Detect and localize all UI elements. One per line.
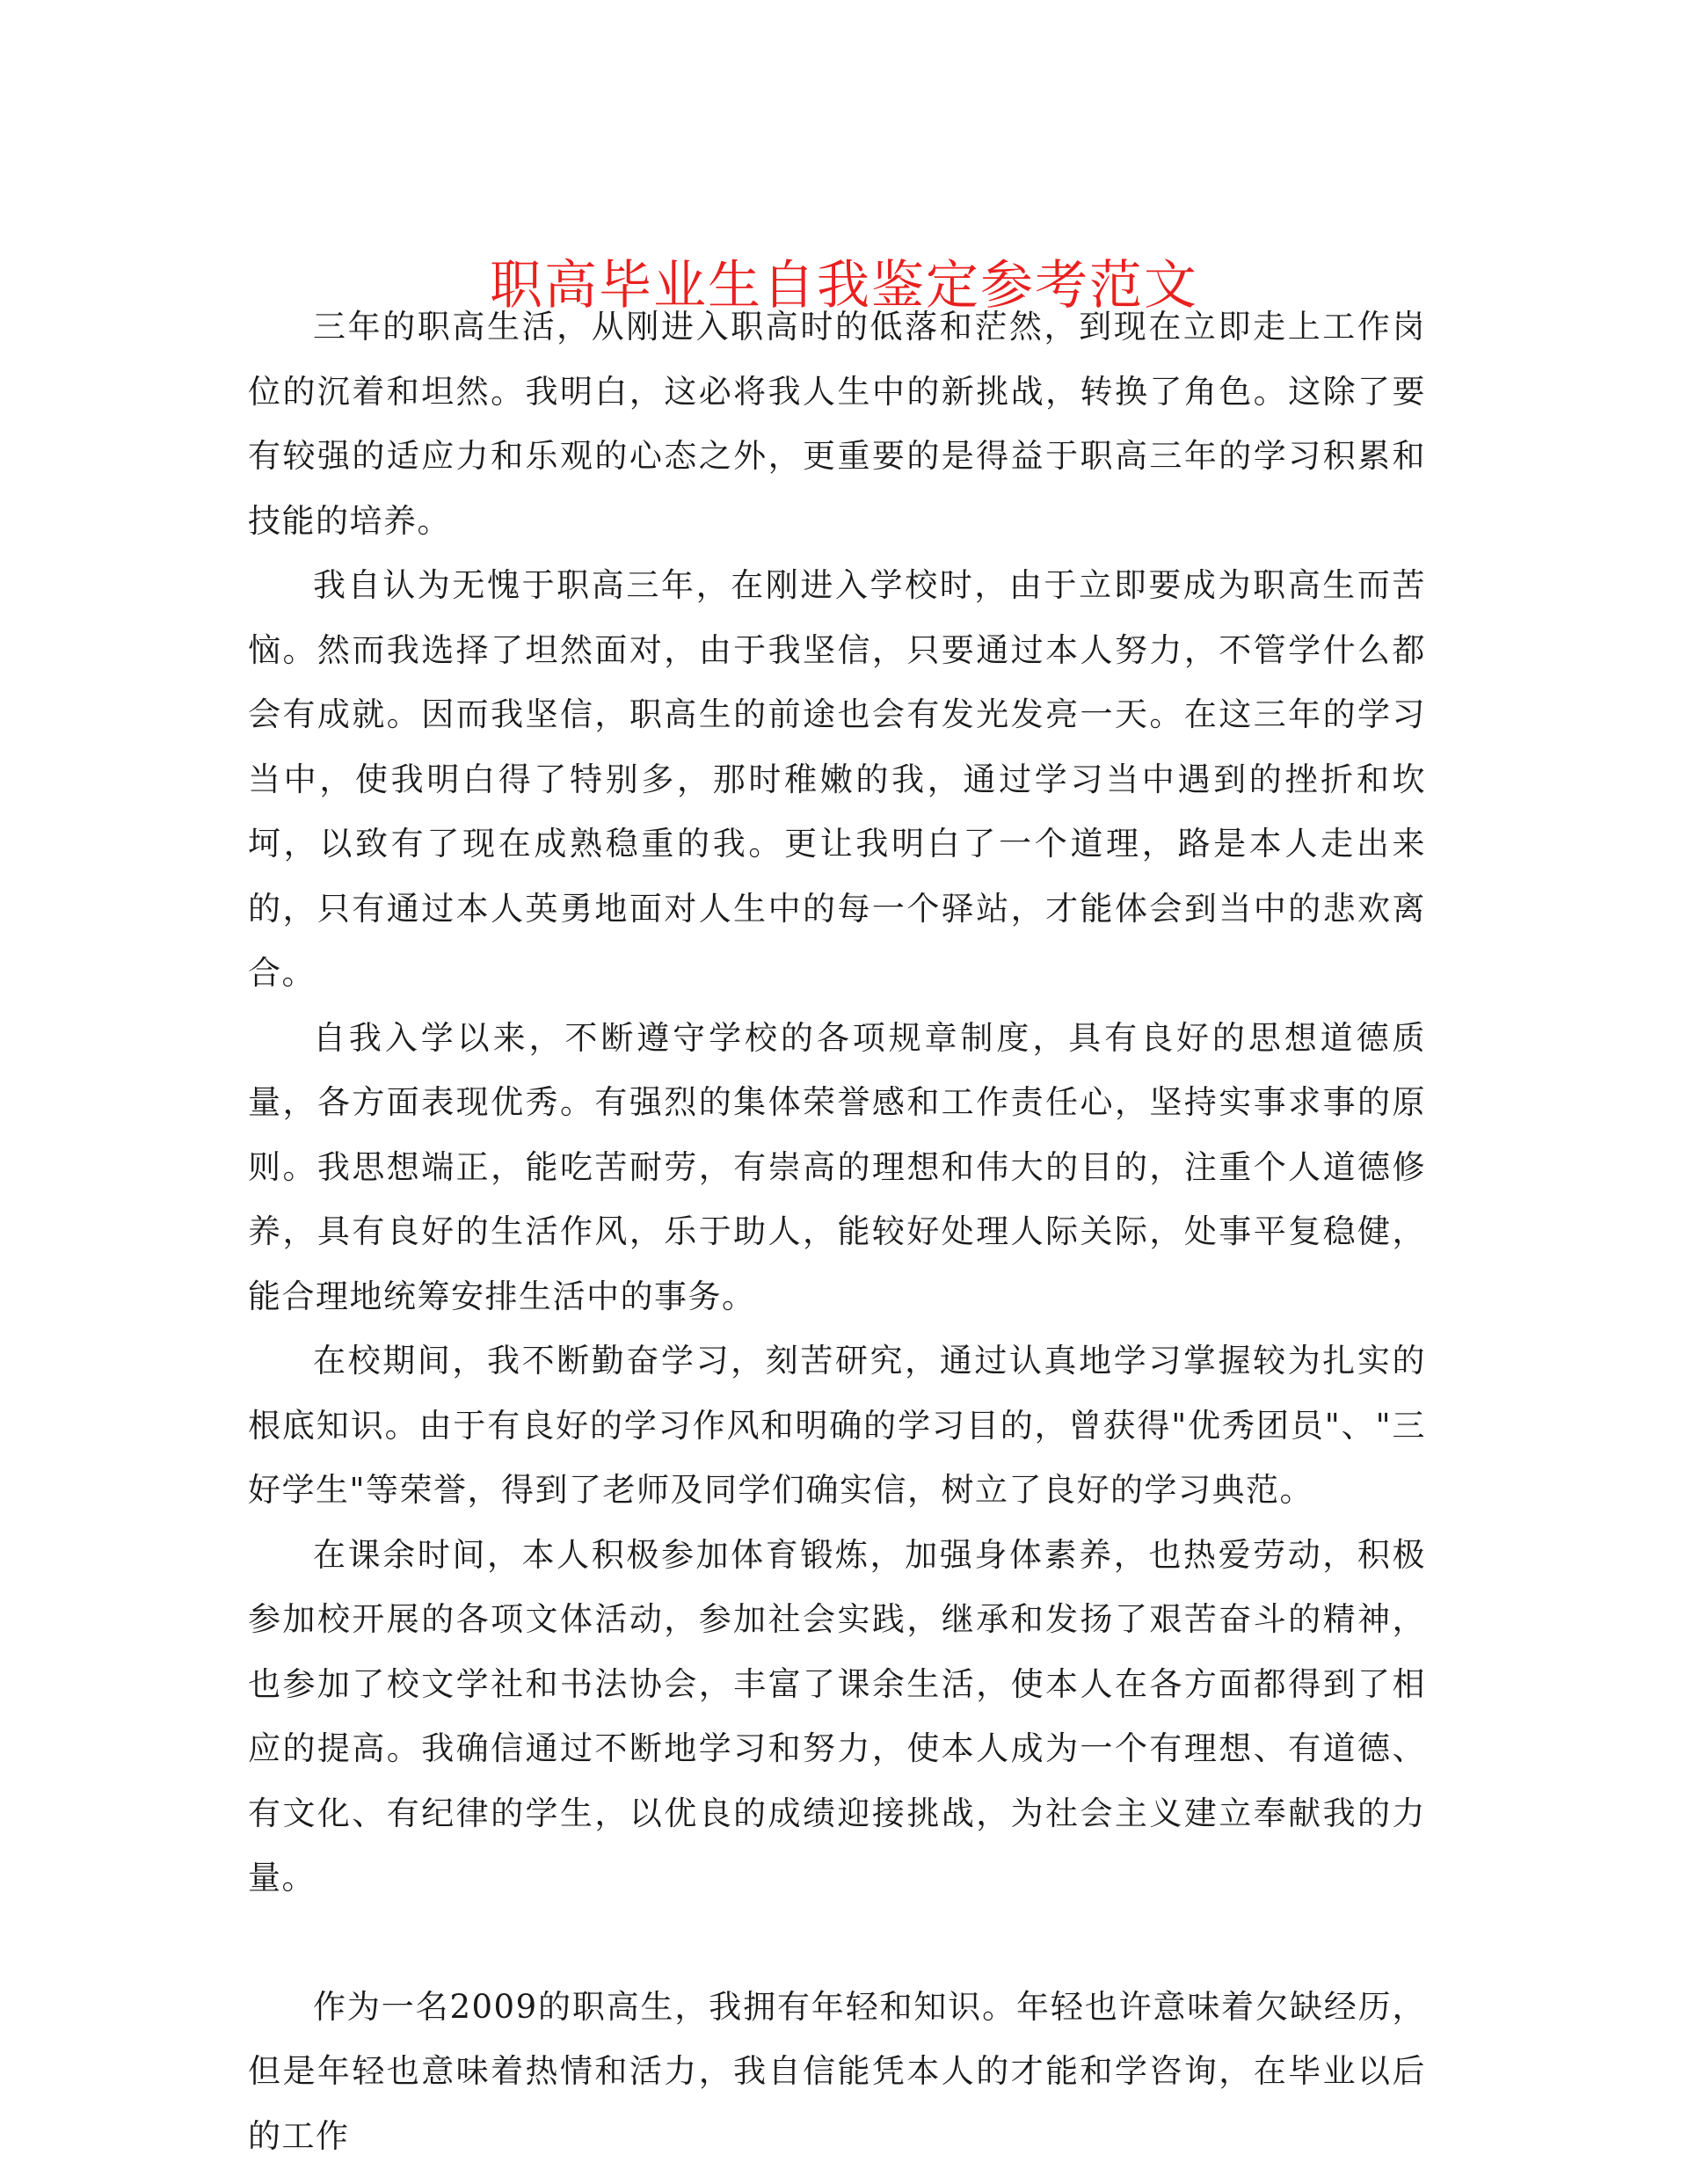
document-title: 职高毕业生自我鉴定参考范文 (490, 255, 1198, 317)
paragraph-1: 三年的职高生活，从刚进入职高时的低落和茫然，到现在立即走上工作岗位的沉着和坦然。我明白，这必将我人生中的新挑战，转换了角色。这除了要有较强的适应力和乐观的心态之外，更重要的是得益于职高三年的学习积累和技能的培养。 (248, 308, 1426, 540)
paragraph-6: 作为一名2009的职高生，我拥有年轻和知识。年轻也许意味着欠缺经历，但是年轻也意味着热情和活力，我自信能凭本人的才能和学咨询，在毕业以后的工作 (248, 1987, 1426, 2155)
document-body (248, 295, 1426, 2168)
paragraph-2: 我自认为无愧于职高三年，在刚进入学校时，由于立即要成为职高生而苦恼。然而我选择了坦然面对，由于我坚信，只要通过本人努力，不管学什么都会有成就。因而我坚信，职高生的前途也会有发光发亮一天。在这三年的学习当中，使我明白得了特别多，那时稚嫩的我，通过学习当中遇到的挫折和坎坷，以致有了现在成熟稳重的我。更让我明白了一个道理，路是本人走出来的，只有通过本人英勇地面对人生中的每一个驿站，才能体会到当中的悲欢离合。 (248, 566, 1426, 992)
paragraph-4: 在校期间，我不断勤奋学习，刻苦研究，通过认真地学习掌握较为扎实的根底知识。由于有良好的学习作风和明确的学习目的，曾获得"优秀团员"、"三好学生"等荣誉，得到了老师及同学们确实信，树立了良好的学习典范。 (248, 1342, 1426, 1509)
paragraph-5: 在课余时间，本人积极参加体育锻炼，加强身体素养，也热爱劳动，积极参加校开展的各项文体活动，参加社会实践，继承和发扬了艰苦奋斗的精神，也参加了校文学社和书法协会，丰富了课余生活，使本人在各方面都得到了相应的提高。我确信通过不断地学习和努力，使本人成为一个有理想、有道德、有文化、有纪律的学生，以优良的成绩迎接挑战，为社会主义建立奉献我的力量。 (248, 1535, 1426, 1896)
paragraph-3: 自我入学以来，不断遵守学校的各项规章制度，具有良好的思想道德质量，各方面表现优秀。有强烈的集体荣誉感和工作责任心，坚持实事求事的原则。我思想端正，能吃苦耐劳，有崇高的理想和伟大的目的，注重个人道德修养，具有良好的生活作风，乐于助人，能较好处理人际关际，处事平复稳健，能合理地统筹安排生活中的事务。 (248, 1018, 1426, 1315)
